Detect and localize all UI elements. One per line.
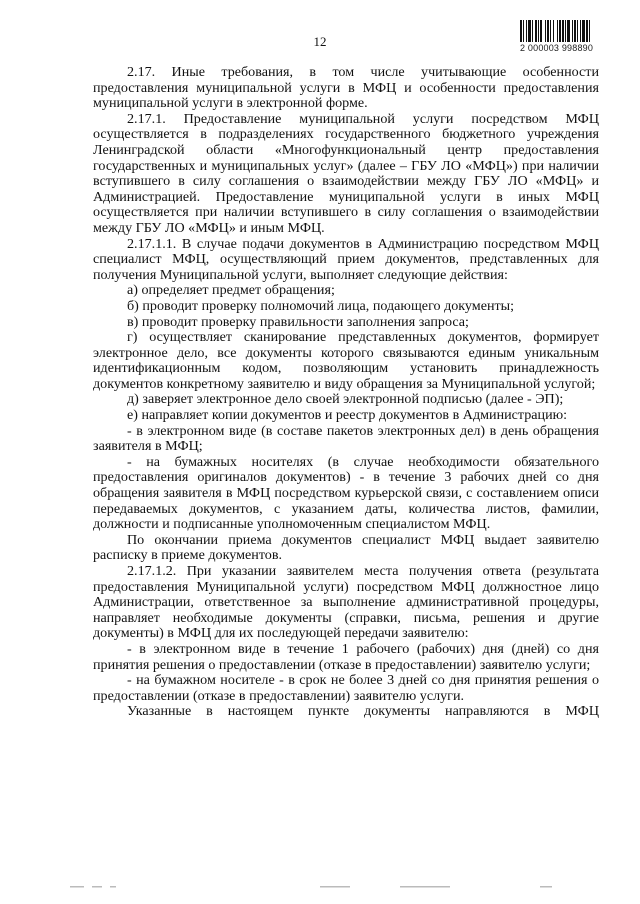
list-item-b: б) проводит проверку полномочий лица, подающего документы; bbox=[127, 297, 515, 314]
list-item-a: а) определяет предмет обращения; bbox=[127, 282, 335, 299]
list-item-d: д) заверяет электронное дело своей электронной подписью (далее - ЭП); bbox=[127, 391, 564, 408]
dash-item-paper: - на бумажных носителях (в случае необходимости обязательного предоставления оригиналов документов) - в течение 3 рабочих дней со дня обращения заявителя в МФЦ посредством курьерской связи, с составлением описи передаваемых документов, с указанием даты, количества листов, фамилии, должности и подписанные уполномоченным специалистом МФЦ. bbox=[93, 453, 599, 533]
page-number: 12 bbox=[313, 34, 327, 49]
paragraph-2-17-1-2: 2.17.1.2. При указании заявителем места получения ответа (результата предоставления Муниципальной услуги) посредством МФЦ должностное лицо Администрации, ответственное за выполнение административной процедуры, направляет необходимые документы (справки, письма, решения и другие документы) в МФЦ для их последующей передачи заявителю: bbox=[93, 563, 599, 642]
paragraph-receipt: По окончании приема документов специалист МФЦ выдает заявителю расписку в приеме документов. bbox=[93, 531, 599, 564]
dash-item-electronic: - в электронном виде (в составе пакетов электронных дел) в день обращения заявителя в МФЦ; bbox=[93, 422, 599, 455]
dash-item-electronic-result: - в электронном виде в течение 1 рабочего (рабочих) дня (дней) со дня принятия решения о предоставлении (отказе в предоставлении) заявителю услуги; bbox=[93, 640, 599, 673]
paragraph-2-17-1-1: 2.17.1.1. В случае подачи документов в Администрацию посредством МФЦ специалист МФЦ, осуществляющий прием документов, представленных для получения Муниципальной услуги, выполняет следующие действия: bbox=[93, 235, 599, 283]
barcode-number: 2 000003 998890 bbox=[520, 43, 594, 53]
barcode bbox=[520, 20, 604, 53]
list-item-g: г) осуществляет сканирование представленных документов, формирует электронное дело, все документы которого связываются единым уникальным идентификационным кодом, позволяющим установить принадлежность документов конкретному заявителю и виду обращения за Муниципальной услугой; bbox=[93, 329, 599, 392]
paragraph-2-17: 2.17. Иные требования, в том числе учитывающие особенности предоставления муниципальной услуги в МФЦ и особенности предоставления муниципальной услуги в электронной форме. bbox=[93, 64, 599, 112]
list-item-v: в) проводит проверку правильности заполнения запроса; bbox=[127, 313, 469, 330]
paragraph-2-17-1: 2.17.1. Предоставление муниципальной услуги посредством МФЦ осуществляется в подразделениях государственного бюджетного учреждения Ленинградской области «Многофункциональный центр предоставления государственных и муниципальных услуг» (далее – ГБУ ЛО «МФЦ») при наличии вступившего в силу соглашения о взаимодействии между ГБУ ЛО «МФЦ» и Администрацией. Предоставление муниципальной услуги в иных МФЦ осуществляется при наличии вступившего в силу соглашения о взаимодействии между ГБУ ЛО «МФЦ» и иным МФЦ. bbox=[93, 110, 599, 236]
barcode-icon bbox=[520, 20, 604, 42]
list-item-e: е) направляет копии документов и реестр документов в Администрацию: bbox=[127, 407, 568, 424]
dash-item-paper-result: - на бумажном носителе - в срок не более 3 дней со дня принятия решения о предоставлении (отказе в предоставлении) заявителю услуги. bbox=[93, 672, 599, 704]
document-body bbox=[93, 65, 599, 720]
scan-artifact bbox=[70, 884, 570, 890]
paragraph-continued: Указанные в настоящем пункте документы направляются в МФЦ bbox=[127, 703, 599, 720]
